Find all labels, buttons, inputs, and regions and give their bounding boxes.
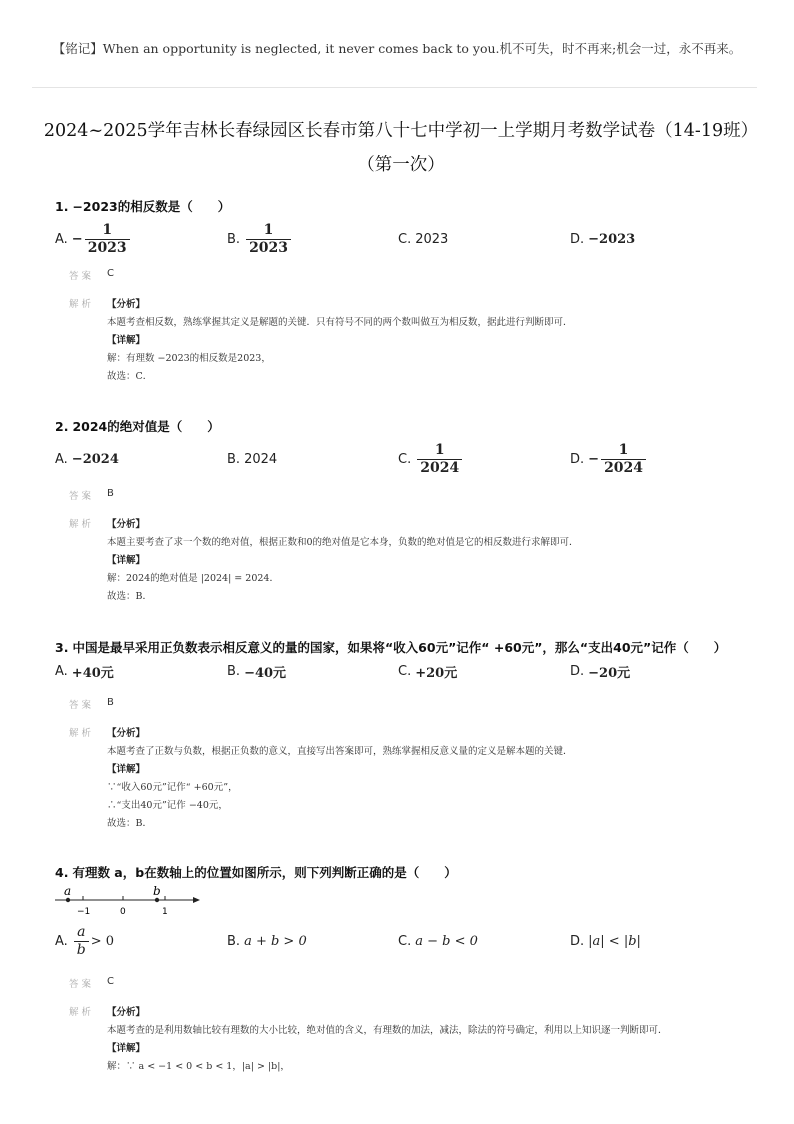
question-number: 2.	[55, 419, 69, 434]
detail-line: 解：2024的绝对值是 |2024| = 2024．	[107, 573, 279, 584]
answer-value: B	[107, 697, 114, 708]
explanation: 【分析】 本题主要考查了求一个数的绝对值，根据正数和0的绝对值是它本身，负数的绝对值是它的相反数进行求解即可． 【详解】 解：2024的绝对值是 |2024| = 2024． 故选：B．	[107, 516, 765, 606]
option-group	[55, 920, 765, 962]
answer-tag: 答案	[69, 491, 95, 502]
option-c[interactable]: C. 2023	[398, 231, 449, 247]
question-number: 3.	[55, 640, 69, 655]
analysis-tag: 解析	[69, 1007, 95, 1018]
fraction: $\frac{1}{2024}$	[601, 442, 646, 477]
detail-line: ∴“支出40元”记作 −40元，	[107, 800, 228, 811]
tick-label: −1	[77, 907, 91, 917]
question-text: −2023的相反数是（ ）	[72, 199, 231, 214]
point-label-a: a	[64, 884, 72, 898]
question-stem	[55, 418, 765, 436]
answer-block	[55, 488, 765, 606]
detail-line: 故选：B．	[107, 818, 152, 829]
detail-line: ∵“收入60元”记作“ +60元”，	[107, 782, 238, 793]
option-a[interactable]: A. − $\frac{1}{2023}$	[55, 218, 132, 260]
motto-header: 【铭记】When an opportunity is neglected, it never comes back to you.机不可失，时不再来;机会一过，永不再来。	[52, 41, 742, 56]
point-b	[155, 898, 159, 902]
answer-block	[55, 268, 765, 386]
fraction: $\frac{a}{b}$	[74, 924, 89, 959]
option-d[interactable]: D. −2023	[570, 231, 636, 247]
analysis-text: 本题主要考查了求一个数的绝对值，根据正数和0的绝对值是它本身，负数的绝对值是它的相反数进行求解即可．	[107, 537, 579, 548]
analysis-text: 本题考查的是利用数轴比较有理数的大小比较，绝对值的含义，有理数的加法，减法，除法的符号确定，利用以上知识逐一判断即可．	[107, 1025, 668, 1036]
answer-value: C	[107, 976, 114, 987]
minus-sign: −	[588, 451, 600, 467]
option-group	[55, 218, 765, 260]
option-c[interactable]: C. +20元	[398, 663, 458, 681]
number-line	[55, 884, 205, 918]
option-d[interactable]: D. −20元	[570, 663, 631, 681]
explanation: 【分析】 本题考查相反数，熟练掌握其定义是解题的关键．只有符号不同的两个数叫做互为相反数，据此进行判断即可． 【详解】 解：有理数 −2023的相反数是2023， 故选：C．	[107, 296, 765, 386]
analysis-text: 本题考查相反数，熟练掌握其定义是解题的关键．只有符号不同的两个数叫做互为相反数，据此进行判断即可．	[107, 317, 573, 328]
question-4	[55, 864, 765, 1076]
question-2	[55, 418, 765, 606]
option-a[interactable]: A. +40元	[55, 663, 114, 681]
answer-tag: 答案	[69, 700, 95, 711]
detail-line: 故选：B．	[107, 591, 152, 602]
explanation: 【分析】 本题考查的是利用数轴比较有理数的大小比较，绝对值的含义，有理数的加法，减法，除法的符号确定，利用以上知识逐一判断即可． 【详解】 解：∵ a < −1 < 0 < b < 1，|a| > |b|，	[107, 1004, 707, 1076]
answer-tag: 答案	[69, 979, 95, 990]
tick-label: 1	[162, 907, 168, 917]
minus-sign: −	[71, 231, 83, 247]
question-number: 1.	[55, 199, 69, 214]
fraction: $\frac{1}{2024}$	[417, 442, 462, 477]
explanation: 【分析】 本题考查了正数与负数，根据正负数的意义，直接写出答案即可，熟练掌握相反意义量的定义是解本题的关键． 【详解】 ∵“收入60元”记作“ +60元”， ∴“支出40元”记作 −40元， 故选：B．	[107, 725, 765, 833]
option-a[interactable]: A. $\frac{a}{b}$ > 0	[55, 923, 115, 958]
question-text: 中国是最早采用正负数表示相反意义的量的国家，如果将“收入60元”记作“ +60元”，那么“支出40元”记作（ ）	[72, 640, 727, 655]
option-a[interactable]: A. −2024	[55, 451, 119, 467]
option-b[interactable]: B. 2024	[227, 451, 278, 467]
analysis-tag: 解析	[69, 299, 95, 310]
option-b[interactable]: B. $\frac{1}{2023}$	[227, 218, 293, 260]
question-stem	[55, 198, 765, 216]
option-group	[55, 438, 765, 480]
option-b[interactable]: B. a + b > 0	[227, 933, 307, 949]
detail-line: 解：∵ a < −1 < 0 < b < 1，|a| > |b|，	[107, 1061, 290, 1072]
question-number: 4.	[55, 865, 69, 880]
option-c[interactable]: C. a − b < 0	[398, 933, 478, 949]
header-divider	[32, 87, 757, 88]
question-stem	[55, 639, 765, 657]
page-title: 2024~2025学年吉林长春绿园区长春市第八十七中学初一上学期月考数学试卷（14-19班）（第一次）	[43, 121, 759, 175]
option-d[interactable]: D. |a| < |b|	[570, 933, 641, 949]
answer-value: B	[107, 488, 114, 499]
analysis-text: 本题考查了正数与负数，根据正负数的意义，直接写出答案即可，熟练掌握相反意义量的定义是解本题的关键．	[107, 746, 573, 757]
option-d[interactable]: D. − $\frac{1}{2024}$	[570, 438, 648, 480]
option-group	[55, 659, 765, 683]
analysis-tag: 解析	[69, 519, 95, 530]
question-stem	[55, 864, 765, 882]
question-text: 有理数 a，b在数轴上的位置如图所示，则下列判断正确的是（ ）	[72, 865, 457, 880]
option-c[interactable]: C. $\frac{1}{2024}$	[398, 438, 464, 480]
option-b[interactable]: B. −40元	[227, 663, 287, 681]
arrow-icon	[193, 897, 200, 903]
answer-block	[55, 697, 765, 833]
point-label-b: b	[153, 884, 161, 898]
analysis-tag: 解析	[69, 728, 95, 739]
fraction: $\frac{1}{2023}$	[85, 222, 130, 257]
detail-line: 解：有理数 −2023的相反数是2023，	[107, 353, 271, 364]
fraction: $\frac{1}{2023}$	[246, 222, 291, 257]
detail-line: 故选：C．	[107, 371, 153, 382]
answer-block	[55, 976, 765, 1076]
tick-label: 0	[120, 907, 126, 917]
answer-tag: 答案	[69, 271, 95, 282]
question-1	[55, 198, 765, 386]
point-a	[66, 898, 70, 902]
question-text: 2024的绝对值是（ ）	[72, 419, 220, 434]
question-3	[55, 639, 765, 833]
answer-value: C	[107, 268, 114, 279]
